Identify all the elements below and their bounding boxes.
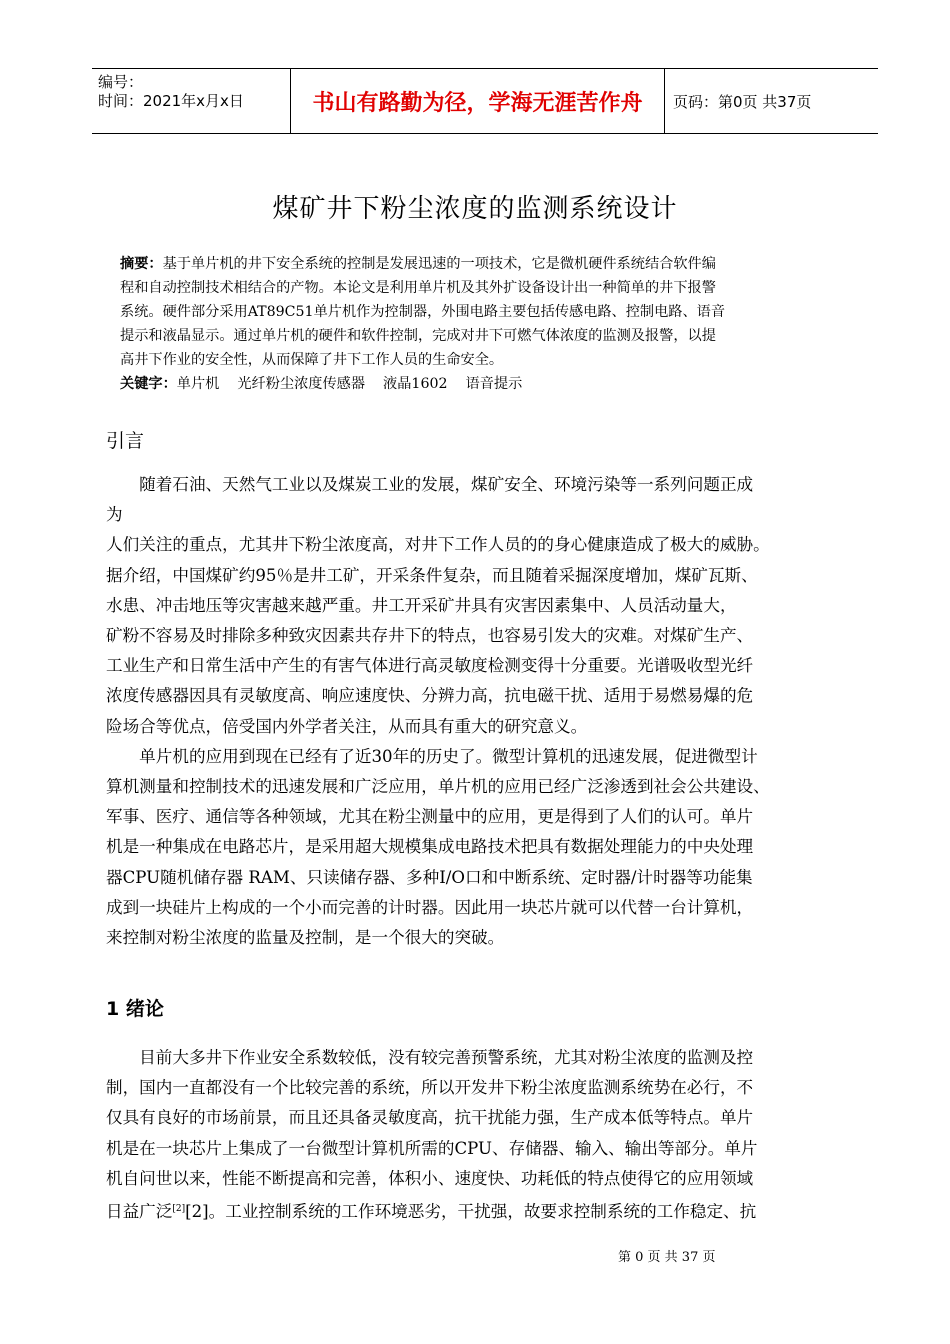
page-header xyxy=(92,68,878,134)
citation-superscript: [2] xyxy=(172,1204,186,1215)
text-line: 算机测量和控制技术的迅速发展和广泛应用，单片机的应用已经广泛渗透到社会公共建设、 xyxy=(106,777,770,797)
abstract-line: 摘要：基于单片机的井下安全系统的控制是发展迅速的一项技术，它是微机硬件系统结合软件编 xyxy=(120,256,716,272)
text-line: 矿粉不容易及时排除多种致灾因素共存井下的特点，也容易引发大的灾难。对煤矿生产、 xyxy=(106,626,754,646)
abstract-label: 摘要： xyxy=(120,256,163,272)
text-line: 据介绍，中国煤矿约95％是井工矿，开采条件复杂，而且随着采掘深度增加，煤矿瓦斯、 xyxy=(106,565,758,585)
keyword: 光纤粉尘浓度传感器 xyxy=(237,376,366,392)
abstract-line: 系统。硬件部分采用AT89C51单片机作为控制器，外围电路主要包括传感电路、控制电路、语音 xyxy=(120,304,726,320)
text-line: 成到一块硅片上构成的一个小而完善的计时器。因此用一块芯片就可以代替一台计算机， xyxy=(106,897,754,917)
header-meta xyxy=(92,69,290,133)
page-footer: 第 0 页 共 37 页 xyxy=(618,1250,716,1265)
text-line: 目前大多井下作业安全系数较低，没有较完善预警系统，尤其对粉尘浓度的监测及控 xyxy=(106,1048,754,1067)
abstract-line: 高井下作业的安全性，从而保障了井下工作人员的生命安全。 xyxy=(120,352,504,368)
text-line: 机自问世以来，性能不断提高和完善，体积小、速度快、功耗低的特点使得它的应用领域 xyxy=(106,1168,754,1188)
keyword: 单片机 xyxy=(176,376,220,392)
document-number-label: 编号： xyxy=(98,73,144,91)
text-line: 日益广泛[2][2]。工业控制系统的工作环境恶劣，干扰强，故要求控制系统的工作稳定、抗 xyxy=(106,1202,757,1222)
keyword: 液晶1602 xyxy=(383,376,448,392)
chapter1-body xyxy=(106,1043,866,1227)
text-line: 制，国内一直都没有一个比较完善的系统，所以开发井下粉尘浓度监测系统势在必行，不 xyxy=(106,1078,754,1098)
keywords-line xyxy=(120,372,832,396)
text-line: 浓度传感器因具有灵敏度高、响应速度快、分辨力高，抗电磁干扰、适用于易燃易爆的危 xyxy=(106,686,754,706)
text-line: 军事、医疗、通信等各种领域，尤其在粉尘测量中的应用，更是得到了人们的认可。单片 xyxy=(106,807,754,827)
intro-body xyxy=(106,470,866,953)
header-page-info: 页码：第0页 共37页 xyxy=(673,92,812,111)
text-line: 机是一种集成在电路芯片，是采用超大规模集成电路技术把具有数据处理能力的中央处理 xyxy=(106,837,754,857)
document-title: 煤矿井下粉尘浓度的监测系统设计 xyxy=(272,194,678,224)
text-line: 仅具有良好的市场前景，而且还具备灵敏度高，抗干扰能力强，生产成本低等特点。单片 xyxy=(106,1108,754,1128)
intro-heading: 引言 xyxy=(106,430,145,452)
text-line: 险场合等优点，倍受国内外学者关注，从而具有重大的研究意义。 xyxy=(106,716,588,736)
abstract-line: 程和自动控制技术相结合的产物。本论文是利用单片机及其外扩设备设计出一种简单的井下报警 xyxy=(120,280,716,296)
abstract-line: 提示和液晶显示。通过单片机的硬件和软件控制，完成对井下可燃气体浓度的监测及报警，以提 xyxy=(120,328,716,344)
text-line: 机是在一块芯片上集成了一台微型计算机所需的CPU、存储器、输入、输出等部分。单片 xyxy=(106,1138,758,1158)
text-line: 工业生产和日常生活中产生的有害气体进行高灵敏度检测变得十分重要。光谱吸收型光纤 xyxy=(106,656,754,676)
text-line: 来控制对粉尘浓度的监量及控制，是一个很大的突破。 xyxy=(106,928,505,948)
text-line: 水患、冲击地压等灾害越来越严重。井工开采矿井具有灾害因素集中、人员活动量大， xyxy=(106,595,737,615)
chapter1-heading: 1 绪论 xyxy=(106,998,164,1020)
keywords-label: 关键字： xyxy=(120,376,177,392)
keyword: 语音提示 xyxy=(465,376,523,392)
abstract-section xyxy=(120,252,832,396)
header-motto: 书山有路勤为径，学海无涯苦作舟 xyxy=(290,69,665,133)
text-line: 人们关注的重点，尤其井下粉尘浓度高，对井下工作人员的的身心健康造成了极大的威胁。 xyxy=(106,535,770,555)
text-line: 器CPU随机储存器 RAM、只读储存器、多种I/O口和中断系统、定时器/计时器等功能集 xyxy=(106,867,753,887)
text-line: 单片机的应用到现在已经有了近30年的历史了。微型计算机的迅速发展，促进微型计 xyxy=(106,746,758,766)
document-time-label: 时间：2021年x月x日 xyxy=(98,92,244,110)
text-line: 随着石油、天然气工业以及煤炭工业的发展，煤矿安全、环境污染等一系列问题正成 xyxy=(106,475,754,494)
text-line: 为 xyxy=(106,505,123,525)
